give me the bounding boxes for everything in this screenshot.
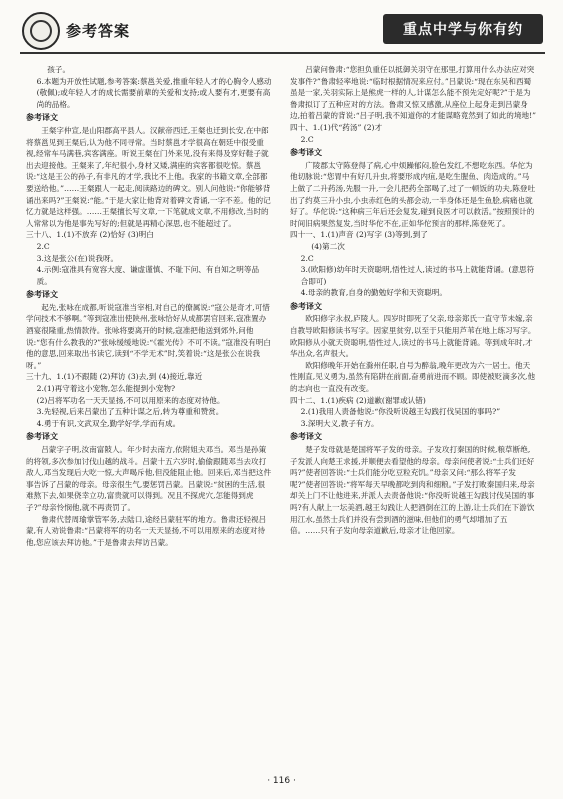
translation-paragraph: 王粲字仲宣,是山阳郡高平县人。汉献帝西迁,王粲也迁到长安,在中郎将蔡邕见到王粲后,认为他不同寻常。当时蔡邕才学很高在朝廷中很受重视,经常车马满巷,宾客满座。听说王粲在门外来见,没有来得及穿好鞋子就出去迎接他。王粲来了,年纪很小,身材又矮,满座的宾客都很吃惊。蔡邕说:“这是王公的孙子,有非凡的才学,我比不上他。我家的书籍文章,全部都要送给他。”……王粲跟人一起走,阅读路边的碑文。别人问他说:“你能够背诵出来吗?”王粲说:“能。”于是大家让他背对着碑文背诵,一字不差。他的记忆力就是这样强。……王粲擅长写文章,一下笔就成文章,不用修改,当时的人常常以为他是事先写好的;但就是再精心深思,也不能超过了。 <box>26 125 271 228</box>
answer-line: 孩子。 <box>47 65 71 74</box>
answer-line: 2.C <box>36 241 50 251</box>
section-heading: 参考译文 <box>26 113 58 123</box>
answer-line: 2.C <box>300 253 314 263</box>
section-title: 参考答案 <box>66 22 131 40</box>
right-column <box>290 64 536 537</box>
translation-paragraph: 欧阳修晚年开始在滁州任职,自号为醉翁,晚年更改为六一居士。他天性刚直,见义勇为,虽然有陷阱在前面,奋勇前进而不顾。即使被贬滴多次,他的志向也一直没有改变。 <box>290 360 536 394</box>
answer-line: 3.深明大义,教子有方。 <box>300 418 379 428</box>
page-header <box>0 0 563 56</box>
section-heading: 参考译文 <box>290 432 322 442</box>
answer-line: 四十二、1.(1)疾病 (2)道歉(谢罪或认错) <box>290 395 426 405</box>
brand-banner: 重点中学与你有约 <box>383 14 543 44</box>
school-logo-icon <box>22 12 60 50</box>
left-column <box>26 64 272 548</box>
answer-line: 四十一、1.(1)声音 (2)写字 (3)等到,到了 <box>290 230 428 240</box>
answer-line: 6.本题为开放性试题,参考答案:蔡邕关爱,推重年轻人才的心胸令人感动(敬佩);或年轻人才的成长需要前辈的关爱和支持;或人要有才,更要有高尚的品格。 <box>36 76 272 109</box>
answer-line: 4.示例:寇准具有宽容大度、谦虚谨慎、不耻下问、有自知之明等品质。 <box>36 265 260 286</box>
translation-paragraph: 楚子发母就是楚国将军子发的母亲。子发攻打秦国的时候,粮草断绝,子发派人向楚王求援,并顺便去看望他的母亲。母亲问使者说:“士兵们还好吗?”使者回答说:“士兵们能分吃豆粒充饥。”母亲又问:“那么将军子发呢?”使者回答说:“将军每天早晚都吃到肉和细粮。”子发打败秦国归来,母亲却关上门不让他进来,并派人去责备他说:“你没听说越王勾践讨伐吴国的事吗?有人献上一坛美酒,越王勾践让人把酒倒在江的上游,让士兵们在下游饮用江水,虽然士兵们并没有尝到酒的滋味,但他们的勇气却增加了五倍。……只有子发向母亲道歉后,母亲才让他回家。 <box>290 445 535 536</box>
header-divider <box>20 52 545 54</box>
answer-line: 4.母亲的教育,自身的勤勉好学和天资聪明。 <box>300 288 447 298</box>
answer-line: 4.勇于有识,文武双全,勤学好学,学而有成。 <box>36 418 181 428</box>
answer-line: 三十九、1.(1)不跟随 (2)拜访 (3)去,到 (4)接近,靠近 <box>26 372 203 382</box>
answer-line: 3.先轻视,后来吕蒙出了五种计谋之后,转为尊重和赞赏。 <box>36 407 224 417</box>
translation-paragraph: 欧阳修字永叔,庐陵人。四岁时即死了父亲,母亲郑氏一直守节未嫁,亲自教导欧阳修读书写字。因家里贫穷,以至于只能用芦苇在地上练习写字。欧阳修从小就天资聪明,悟性过人,读过的书马上就能背诵。等到成年时,才华出众,名声很大。 <box>290 314 536 359</box>
answer-line: 2.(1)我用人责备他说:“你没听说越王勾践打伐吴国的事吗?” <box>300 407 501 417</box>
answer-line: 3.这是张公(在)说我呀。 <box>36 253 119 263</box>
answer-line: 三十八、1.(1)不放弃 (2)恰好 (3)明白 <box>26 230 154 240</box>
translation-paragraph: 起先,张咏在成都,听说寇准当宰相,对自己的僚属说:“寇公是奇才,可惜学问技术不够啊。”等到寇准出使陕州,张咏恰好从成都罢官回来,寇准置办酒宴很隆重,热情款待。张咏将要离开的时候,寇准把他送到郊外,问他说:“您有什么教我的?”张咏缓缓地说:“《霍光传》不可不读。”寇准没有明白他的意思,回来取出书读它,读到“不学无术”时,笑着说:“这是张公在说我呀。” <box>26 302 271 370</box>
answer-line: 四十、1.(1)代“药汤” (2)才 <box>290 122 383 132</box>
page-number: · 116 · <box>267 776 296 786</box>
answer-line: 3.(欧阳修)幼年时天资聪明,悟性过人,读过的书马上就能背诵。(意思符合即可) <box>300 265 535 286</box>
section-heading: 参考译文 <box>26 432 58 442</box>
translation-paragraph: 鲁肃代替周瑜掌管军务,去陆口,途经吕蒙驻军的地方。鲁肃还轻视吕蒙,有人劝说鲁肃:“吕蒙将军的功名一天天显扬,不可以用原来的态度对待他,您应该去拜访他。”于是鲁肃去拜访吕蒙。 <box>26 514 267 547</box>
answer-line: 2.C <box>300 134 314 144</box>
translation-paragraph: 广陵郡太守陈登得了病,心中烦躁郁闷,脸色发红,不想吃东西。华佗为他切脉说:“您胃中有好几升虫,将要形成内疽,是吃生腥鱼、肉造成的。”马上做了二升药汤,先服一升,一会儿把药全部喝了,过了一顿饭的功夫,陈登吐出了约莫三升小虫,小虫赤红色的头都会动,一半身体还是生鱼脍,病痛也就好了。华佗说:“这种病三年后还会复发,碰到良医才可以救活。”按照预计的时间旧病果然复发,当时华佗不在,正如华佗预言的那样,陈登死了。 <box>290 160 536 228</box>
answer-line: (4)第二次 <box>311 241 345 251</box>
section-heading: 参考译文 <box>26 290 58 300</box>
answer-line: (2)吕将军功名一天天显扬,不可以用原来的态度对待他。 <box>36 395 225 405</box>
section-heading: 参考译文 <box>290 148 322 158</box>
section-heading: 参考译文 <box>290 301 322 311</box>
translation-paragraph: 吕蒙字子明,汝南富陂人。年少时去南方,依附姐夫邓当。邓当是孙策的将领,多次参加讨伐山越的战斗。吕蒙十五六岁时,偷偷跟随邓当去攻打敌人,邓当发现后大吃一惊,大声喝斥他,但没能阻止他。回来后,邓当把这件事告诉了吕蒙的母亲。母亲很生气,要惩罚吕蒙。吕蒙说:“贫困的生活,很难熬下去,如果侥幸立功,富贵就可以得到。况且不探虎穴,怎能得到虎子?”母亲怜悯他,就不再责罚了。 <box>26 445 272 512</box>
answer-line: 2.(1)再守着这小宠物,怎么能提到小宠物? <box>36 384 176 394</box>
translation-paragraph: 吕蒙问鲁肃:“您担负重任以抵御关羽守在那里,打算用什么办法应对突发事件?”鲁肃轻率地说:“临时根据情况来应付。”吕蒙说:“现在东吴和西蜀虽是一家,关羽实际上是熊虎一样的人,计谋怎么能不预先定好呢?”于是为鲁肃拟订了五种应对的方法。鲁肃又惊又感激,从座位上起身走到吕蒙身边,拍着吕蒙的背说:“吕子明,我不知道你的才能谋略竟然到了如此的境地!” <box>290 65 537 121</box>
